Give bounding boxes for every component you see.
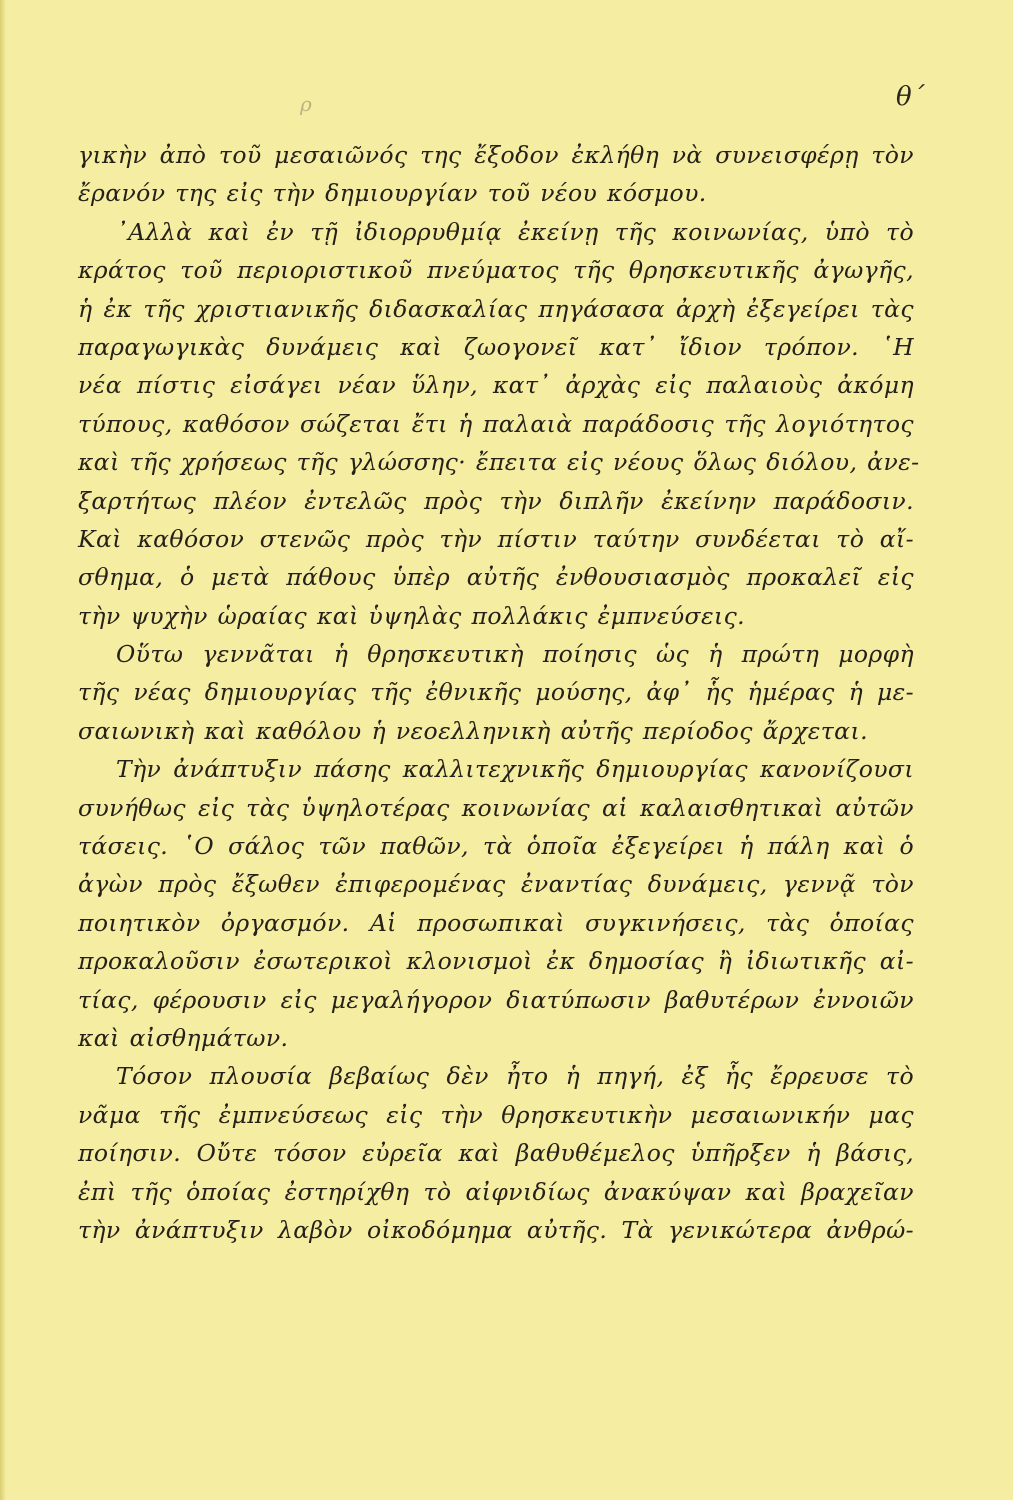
text-line: παραγωγικὰς δυνάμεις καὶ ζωογονεῖ κατ᾿ ἴδιον τρόπον. ῾Η — [78, 332, 914, 361]
text-line: Καὶ καθόσον στενῶς πρὸς τὴν πίστιν ταύτην συνδέεται τὸ αἴ- — [78, 524, 914, 553]
text-line: Οὕτω γεννᾶται ἡ θρησκευτικὴ ποίησις ὡς ἡ πρώτη μορφὴ — [116, 640, 914, 669]
text-line: ποιητικὸν ὀργασμόν. Αἱ προσωπικαὶ συγκινήσεις, τὰς ὁποίας — [78, 908, 914, 937]
body-text — [78, 136, 920, 1249]
text-line: κράτος τοῦ περιοριστικοῦ πνεύματος τῆς θρησκευτικῆς ἀγωγῆς, — [78, 256, 914, 285]
text-line: καὶ τῆς χρήσεως τῆς γλώσσης· ἔπειτα εἰς νέους ὅλως διόλου, ἀνε- — [78, 448, 920, 477]
text-line: τὴν ψυχὴν ὡραίας καὶ ὑψηλὰς πολλάκις ἐμπνεύσεις. — [78, 601, 746, 630]
text-line: γικὴν ἀπὸ τοῦ μεσαιῶνός της ἔξοδον ἐκλήθη νὰ συνεισφέρῃ τὸν — [78, 141, 914, 169]
text-line: ἡ ἐκ τῆς χριστιανικῆς διδασκαλίας πηγάσασα ἀρχὴ ἐξεγείρει τὰς — [78, 294, 914, 323]
text-line: συνήθως εἰς τὰς ὑψηλοτέρας κοινωνίας αἱ καλαισθητικαὶ αὐτῶν — [78, 793, 914, 822]
text-line: καὶ αἰσθημάτων. — [78, 1023, 289, 1052]
text-line: τῆς νέας δημιουργίας τῆς ἐθνικῆς μούσης, ἀφ᾿ ἧς ἡμέρας ἡ με- — [78, 678, 914, 707]
text-line: ἐπὶ τῆς ὁποίας ἐστηρίχθη τὸ αἰφνιδίως ἀνακύψαν καὶ βραχεῖαν — [78, 1177, 914, 1206]
text-line: Τόσον πλουσία βεβαίως δὲν ἦτο ἡ πηγή, ἐξ ἧς ἔρρευσε τὸ — [116, 1062, 914, 1091]
text-line: ἔρανόν της εἰς τὴν δημιουργίαν τοῦ νέου κόσμου. — [78, 179, 707, 208]
text-line: νᾶμα τῆς ἐμπνεύσεως εἰς τὴν θρησκευτικὴν μεσαιωνικήν μας — [78, 1100, 914, 1129]
text-line: τάσεις. ῾Ο σάλος τῶν παθῶν, τὰ ὁποῖα ἐξεγείρει ἡ πάλη καὶ ὁ — [78, 832, 914, 861]
text-line: τύπους, καθόσον σώζεται ἔτι ἡ παλαιὰ παράδοσις τῆς λογιότητος — [78, 409, 914, 438]
text-line: ᾿Αλλὰ καὶ ἐν τῇ ἰδιορρυθμίᾳ ἐκείνῃ τῆς κοινωνίας, ὑπὸ τὸ — [116, 217, 914, 246]
text-line: σθημα, ὁ μετὰ πάθους ὑπὲρ αὐτῆς ἐνθουσιασμὸς προκαλεῖ εἰς — [78, 563, 914, 592]
text-line: νέα πίστις εἰσάγει νέαν ὕλην, κατ᾿ ἀρχὰς εἰς παλαιοὺς ἀκόμη — [78, 371, 914, 400]
text-line: ποίησιν. Οὔτε τόσον εὐρεῖα καὶ βαθυθέμελος ὑπῆρξεν ἡ βάσις, — [78, 1139, 914, 1168]
stray-mark: ρ — [300, 92, 312, 116]
page-left-edge — [0, 0, 6, 1500]
page-number: θ΄ — [896, 82, 925, 112]
text-line: Τὴν ἀνάπτυξιν πάσης καλλιτεχνικῆς δημιουργίας κανονίζουσι — [116, 755, 914, 784]
text-line: ξαρτήτως πλέον ἐντελῶς πρὸς τὴν διπλῆν ἐκείνην παράδοσιν. — [78, 486, 914, 515]
text-line: προκαλοῦσιν ἐσωτερικοὶ κλονισμοὶ ἐκ δημοσίας ἢ ἰδιωτικῆς αἰ- — [78, 947, 914, 976]
text-line: ἀγὼν πρὸς ἔξωθεν ἐπιφερομένας ἐναντίας δυνάμεις, γεννᾷ τὸν — [78, 870, 914, 899]
text-line: τὴν ἀνάπτυξιν λαβὸν οἰκοδόμημα αὐτῆς. Τὰ γενικώτερα ἀνθρώ- — [78, 1215, 914, 1244]
text-line: τίας, φέρουσιν εἰς μεγαλήγορον διατύπωσιν βαθυτέρων ἐννοιῶν — [78, 985, 914, 1014]
text-line: σαιωνικὴ καὶ καθόλου ἡ νεοελληνικὴ αὐτῆς περίοδος ἄρχεται. — [78, 716, 868, 745]
